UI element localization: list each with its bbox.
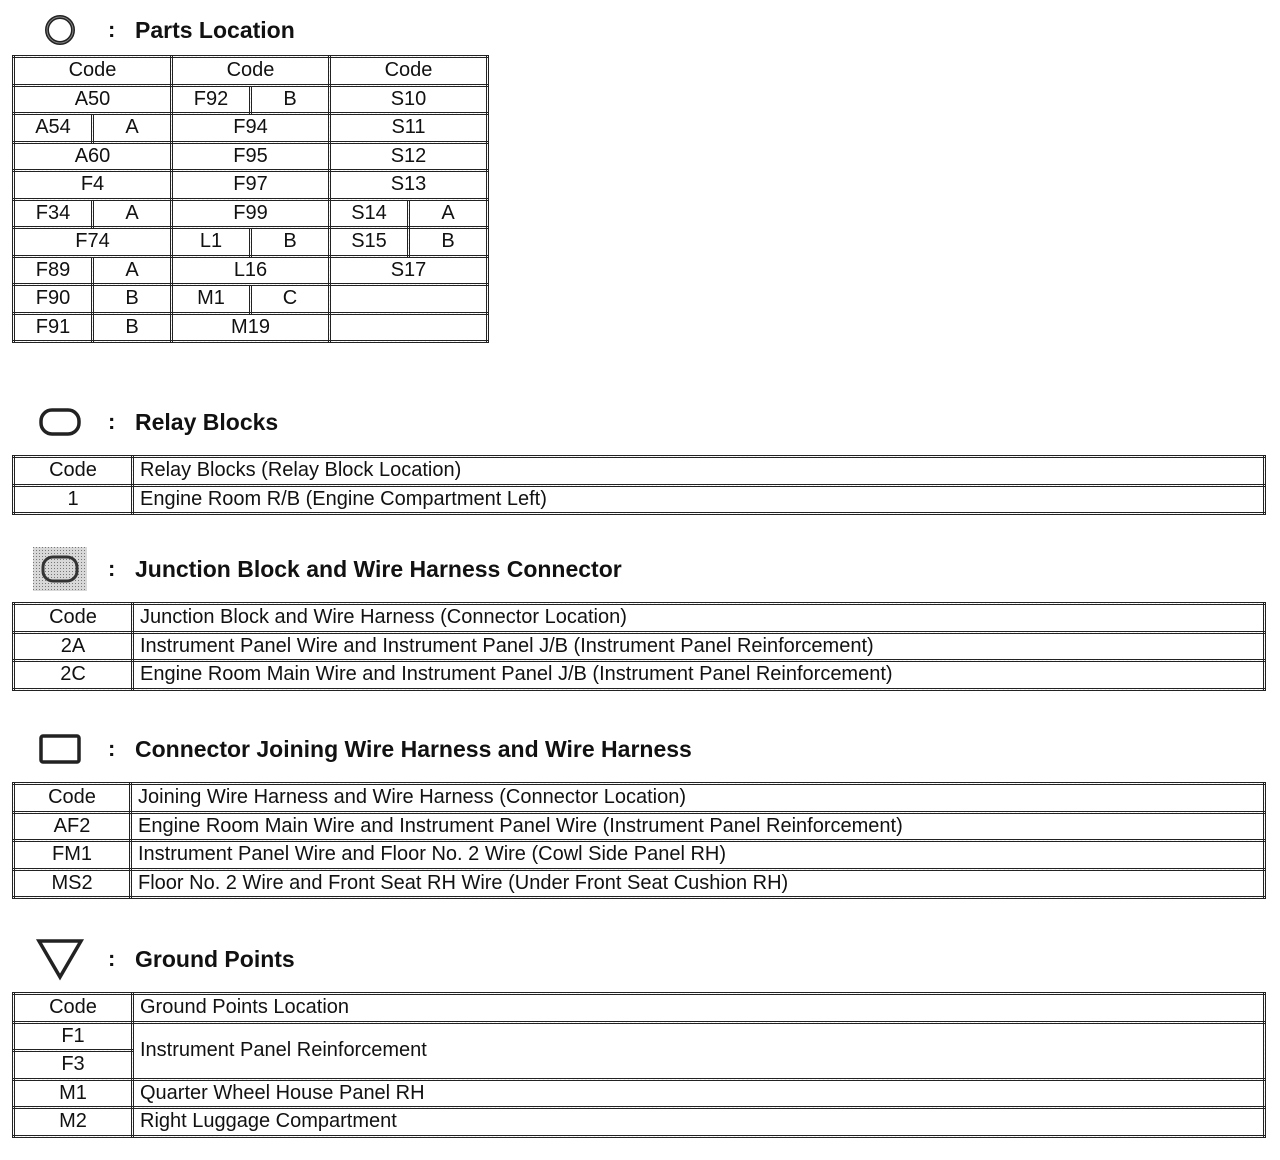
part-code: F90 <box>14 285 93 314</box>
heading-colon: : <box>108 409 116 434</box>
table-row <box>14 1108 1265 1137</box>
part-code: F91 <box>14 313 93 342</box>
ground-points-title: Ground Points <box>135 945 295 972</box>
part-variant: C <box>251 285 330 314</box>
connector-code: AF2 <box>14 812 131 841</box>
part-variant: A <box>93 199 172 228</box>
location-header: Junction Block and Wire Harness (Connector Location) <box>133 604 1265 633</box>
code-header: Code <box>14 784 131 813</box>
part-code: A60 <box>14 142 172 171</box>
junction-block-title: Junction Block and Wire Harness Connector <box>135 555 622 582</box>
part-code: S12 <box>330 142 488 171</box>
parts-location-table <box>12 55 489 343</box>
heading-colon: : <box>108 17 116 42</box>
part-code: L16 <box>172 256 330 285</box>
ground-points-table <box>12 992 1266 1138</box>
heading-colon: : <box>108 556 116 581</box>
rounded-rect-icon <box>30 402 90 442</box>
part-variant: A <box>93 114 172 143</box>
part-code: F94 <box>172 114 330 143</box>
location-header: Relay Blocks (Relay Block Location) <box>133 457 1265 486</box>
connector-location: Instrument Panel Wire and Floor No. 2 Wire (Cowl Side Panel RH) <box>131 841 1265 870</box>
code-header: Code <box>14 994 133 1023</box>
part-code: S14 <box>330 199 409 228</box>
relay-code: 1 <box>14 485 133 514</box>
junction-location: Engine Room Main Wire and Instrument Panel J/B (Instrument Panel Reinforcement) <box>133 661 1265 690</box>
heading-colon: : <box>108 736 116 761</box>
junction-location: Instrument Panel Wire and Instrument Panel J/B (Instrument Panel Reinforcement) <box>133 632 1265 661</box>
table-header-row <box>14 604 1265 633</box>
table-header-row <box>14 784 1265 813</box>
table-row <box>14 199 488 228</box>
part-code: S11 <box>330 114 488 143</box>
part-code: F92 <box>172 85 251 114</box>
part-code: F4 <box>14 171 172 200</box>
table-row <box>14 841 1265 870</box>
ground-location: Right Luggage Compartment <box>133 1108 1265 1137</box>
table-header-row <box>14 457 1265 486</box>
part-code: A54 <box>14 114 93 143</box>
table-row <box>14 313 488 342</box>
connector-code: FM1 <box>14 841 131 870</box>
empty-cell <box>330 313 488 342</box>
part-code: L1 <box>172 228 251 257</box>
parts-location-title: Parts Location <box>135 16 295 43</box>
connector-joining-table <box>12 782 1266 899</box>
table-row <box>14 114 488 143</box>
ground-code: M2 <box>14 1108 133 1137</box>
table-row <box>14 632 1265 661</box>
ground-code: F1 <box>14 1022 133 1051</box>
junction-block-table <box>12 602 1266 691</box>
code-header: Code <box>14 604 133 633</box>
part-code: F34 <box>14 199 93 228</box>
circle-icon <box>30 10 90 50</box>
ground-location: Instrument Panel Reinforcement <box>133 1022 1265 1079</box>
code-header: Code <box>330 57 488 86</box>
heading-colon: : <box>108 946 116 971</box>
part-code: S13 <box>330 171 488 200</box>
table-header-row <box>14 57 488 86</box>
part-code: S17 <box>330 256 488 285</box>
junction-code: 2C <box>14 661 133 690</box>
part-variant: B <box>251 85 330 114</box>
empty-cell <box>330 285 488 314</box>
table-row <box>14 661 1265 690</box>
part-code: A50 <box>14 85 172 114</box>
part-code: S15 <box>330 228 409 257</box>
code-header: Code <box>14 457 133 486</box>
square-icon <box>30 729 90 769</box>
table-row <box>14 256 488 285</box>
triangle-down-icon <box>30 939 90 979</box>
relay-blocks-table <box>12 455 1266 515</box>
ground-location: Quarter Wheel House Panel RH <box>133 1079 1265 1108</box>
part-code: F97 <box>172 171 330 200</box>
table-row <box>14 171 488 200</box>
table-row <box>14 869 1265 898</box>
part-variant: A <box>409 199 488 228</box>
shaded-rounded-rect-icon <box>30 549 90 589</box>
table-row <box>14 485 1265 514</box>
part-code: F74 <box>14 228 172 257</box>
ground-code: M1 <box>14 1079 133 1108</box>
part-code: S10 <box>330 85 488 114</box>
location-header: Ground Points Location <box>133 994 1265 1023</box>
part-variant: B <box>251 228 330 257</box>
table-row <box>14 285 488 314</box>
table-row <box>14 812 1265 841</box>
part-code: F99 <box>172 199 330 228</box>
part-variant: B <box>409 228 488 257</box>
code-header: Code <box>172 57 330 86</box>
code-header: Code <box>14 57 172 86</box>
connector-location: Engine Room Main Wire and Instrument Panel Wire (Instrument Panel Reinforcement) <box>131 812 1265 841</box>
connector-joining-title: Connector Joining Wire Harness and Wire Harness <box>135 735 692 762</box>
part-variant: A <box>93 256 172 285</box>
part-variant: B <box>93 313 172 342</box>
table-row <box>14 228 488 257</box>
relay-blocks-title: Relay Blocks <box>135 408 279 435</box>
connector-code: MS2 <box>14 869 131 898</box>
relay-location: Engine Room R/B (Engine Compartment Left) <box>133 485 1265 514</box>
ground-code: F3 <box>14 1051 133 1080</box>
table-row <box>14 142 488 171</box>
table-header-row <box>14 994 1265 1023</box>
part-code: F95 <box>172 142 330 171</box>
part-code: M19 <box>172 313 330 342</box>
table-row <box>14 1022 1265 1051</box>
table-row <box>14 85 488 114</box>
table-row <box>14 1079 1265 1108</box>
part-code: F89 <box>14 256 93 285</box>
connector-location: Floor No. 2 Wire and Front Seat RH Wire (Under Front Seat Cushion RH) <box>131 869 1265 898</box>
junction-code: 2A <box>14 632 133 661</box>
part-code: M1 <box>172 285 251 314</box>
location-header: Joining Wire Harness and Wire Harness (Connector Location) <box>131 784 1265 813</box>
part-variant: B <box>93 285 172 314</box>
